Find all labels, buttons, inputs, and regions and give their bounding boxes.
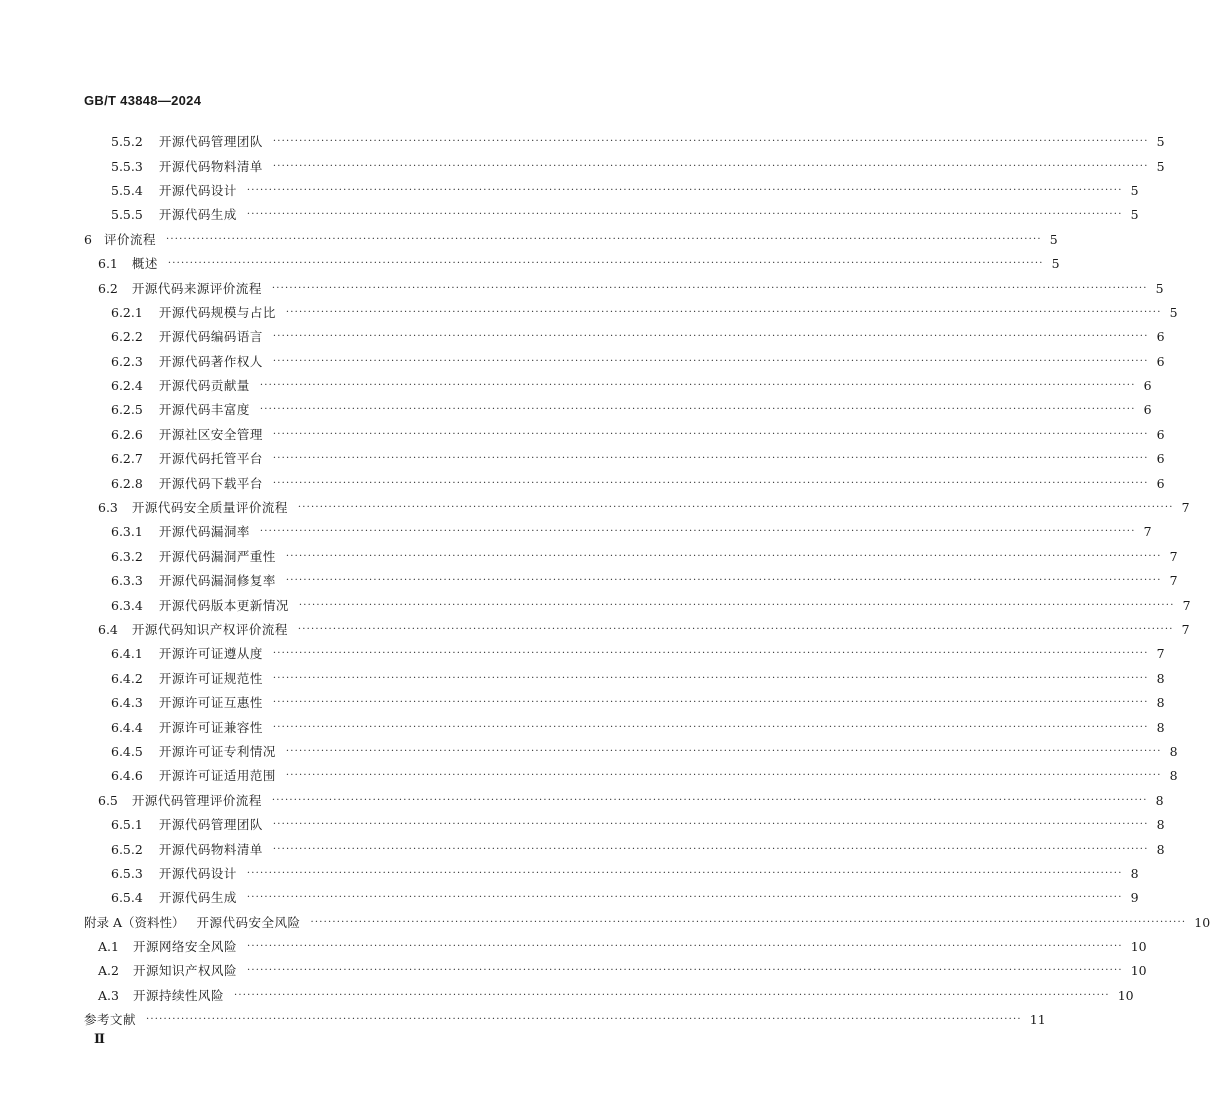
dot-leader: ········································································································································································································ [272, 697, 1149, 709]
dot-leader: ········································································································································································································ [246, 209, 1123, 221]
toc-entry-title: 开源许可证规范性 [158, 670, 263, 686]
toc-entry[interactable] [0, 935, 1147, 959]
dot-leader: ········································································································································································································ [298, 599, 1175, 611]
dot-leader: ········································································································································································································ [285, 770, 1162, 782]
dot-leader: ········································································································································································································ [272, 721, 1149, 733]
dot-leader: ········································································································································································································ [310, 916, 1187, 928]
dot-leader: ········································································································································································································ [271, 282, 1148, 294]
toc-entry-number: A.1 [98, 939, 119, 955]
toc-entry-number: 6.3.4 [111, 597, 143, 613]
toc-entry-number: 6.2.1 [111, 304, 143, 320]
toc-entry[interactable] [0, 471, 1165, 495]
dot-leader: ········································································································································································································ [285, 306, 1162, 318]
toc-entry[interactable] [0, 130, 1165, 154]
toc-entry-number: 6.2.5 [111, 402, 143, 418]
toc-entry-number: 6.4.1 [111, 646, 143, 662]
toc-entry-page: 10 [1130, 939, 1147, 955]
toc-entry-number: 6.2.8 [111, 475, 143, 491]
toc-entry-number: 6.4.6 [111, 768, 143, 784]
toc-entry-number: 5.5.3 [111, 158, 143, 174]
toc-entry-page: 6 [1143, 378, 1152, 394]
toc-entry-page: 8 [1156, 695, 1165, 711]
toc-entry[interactable] [0, 398, 1152, 422]
toc-entry-page: 7 [1182, 597, 1191, 613]
toc-entry-number: 6.2.6 [111, 426, 143, 442]
toc-entry[interactable] [0, 740, 1178, 764]
toc-entry-page: 6 [1156, 353, 1165, 369]
toc-entry-title: 开源许可证兼容性 [158, 719, 263, 735]
dot-leader: ········································································································································································································ [271, 794, 1148, 806]
toc-entry-number: 6.4.4 [111, 719, 143, 735]
toc-entry[interactable] [0, 691, 1165, 715]
toc-entry-title: 开源许可证专利情况 [158, 743, 276, 759]
page-number-footer: Ⅱ [94, 1032, 105, 1047]
toc-entry-number: 6.5.4 [111, 890, 143, 906]
toc-entry[interactable] [0, 350, 1165, 374]
toc-entry-number: 6.3.2 [111, 548, 143, 564]
dot-leader: ········································································································································································································ [259, 380, 1136, 392]
toc-entry-title: 评价流程 [103, 231, 156, 247]
dot-leader: ········································································································································································································ [272, 136, 1149, 148]
toc-entry-title: 开源代码管理团队 [158, 817, 263, 833]
toc-entry-number: 6.3 [98, 500, 118, 516]
toc-entry-number: A.3 [98, 987, 119, 1003]
toc-entry-page: 6 [1156, 475, 1165, 491]
toc-entry-page: 6 [1156, 451, 1165, 467]
toc-entry-title: 概述 [131, 256, 158, 272]
toc-entry[interactable] [0, 179, 1139, 203]
toc-entry-number: 6.4.2 [111, 670, 143, 686]
toc-entry-number: 6.4.3 [111, 695, 143, 711]
toc-entry[interactable] [0, 301, 1178, 325]
toc-entry-number: 6.3.1 [111, 524, 143, 540]
toc-entry[interactable] [0, 837, 1165, 861]
toc-entry[interactable] [0, 252, 1060, 276]
toc-entry-number: 6.5 [98, 792, 118, 808]
toc-entry-title: 开源代码来源评价流程 [131, 280, 262, 296]
toc-entry-number: 5.5.4 [111, 182, 143, 198]
toc-entry-title: 开源代码丰富度 [158, 402, 250, 418]
dot-leader: ········································································································································································································ [246, 867, 1123, 879]
toc-entry[interactable] [0, 959, 1147, 983]
toc-entry[interactable] [0, 593, 1191, 617]
toc-entry-title: 开源代码管理团队 [158, 134, 263, 150]
standard-code-header: GB/T 43848—2024 [84, 93, 202, 108]
toc-entry-number: 附录 A（资料性） [84, 914, 185, 930]
toc-entry-title: 开源代码物料清单 [158, 158, 263, 174]
toc-entry-number: 6.1 [98, 256, 118, 272]
toc-entry-title: 开源代码安全风险 [196, 914, 301, 930]
toc-entry[interactable] [0, 667, 1165, 691]
toc-entry-page: 5 [1169, 304, 1178, 320]
toc-entry[interactable] [0, 447, 1165, 471]
toc-entry-number: 6.4.5 [111, 743, 143, 759]
toc-entry-page: 10 [1194, 914, 1210, 930]
dot-leader: ········································································································································································································ [259, 526, 1136, 538]
dot-leader: ········································································································································································································ [233, 989, 1110, 1001]
dot-leader: ········································································································································································································ [285, 745, 1162, 757]
toc-entry[interactable] [0, 642, 1165, 666]
toc-entry-title: 开源网络安全风险 [132, 939, 237, 955]
toc-entry-page: 7 [1181, 500, 1190, 516]
toc-entry-title: 开源持续性风险 [132, 987, 224, 1003]
dot-leader: ········································································································································································································ [272, 843, 1149, 855]
toc-entry-page: 5 [1155, 280, 1164, 296]
toc-entry-title: 开源许可证互惠性 [158, 695, 263, 711]
toc-entry-title: 开源代码版本更新情况 [158, 597, 289, 613]
toc-entry-number: 6.4 [98, 622, 118, 637]
toc-entry-page: 8 [1169, 743, 1178, 759]
toc-entry[interactable] [0, 911, 1210, 935]
dot-leader: ········································································································································································································ [259, 404, 1136, 416]
toc-entry-title: 开源代码设计 [158, 865, 237, 881]
toc-entry[interactable] [0, 496, 1190, 520]
toc-entry-page: 8 [1169, 768, 1178, 784]
toc-entry-title: 开源代码著作权人 [158, 353, 263, 369]
toc-entry-title: 开源代码漏洞修复率 [158, 573, 276, 589]
toc-entry-title: 开源代码安全质量评价流程 [131, 500, 288, 516]
toc-entry-page: 11 [1029, 1012, 1046, 1028]
dot-leader: ········································································································································································································ [285, 550, 1162, 562]
dot-leader: ········································································································································································································ [165, 233, 1042, 245]
toc-entry-title: 开源代码规模与占比 [158, 304, 276, 320]
toc-entry-page: 8 [1156, 817, 1165, 833]
toc-entry-page: 7 [1169, 573, 1178, 589]
dot-leader: ········································································································································································································ [246, 965, 1123, 977]
toc-entry-page: 5 [1049, 231, 1058, 247]
toc-entry-page: 6 [1156, 329, 1165, 345]
toc-entry-title: 开源许可证遵从度 [158, 646, 263, 662]
dot-leader: ········································································································································································································ [272, 819, 1149, 831]
toc-entry-title: 开源代码下载平台 [158, 475, 263, 491]
toc-entry-number: 6.5.2 [111, 841, 143, 857]
toc-entry[interactable] [0, 374, 1152, 398]
toc-entry-page: 6 [1143, 402, 1152, 418]
toc-entry-title: 开源代码物料清单 [158, 841, 263, 857]
dot-leader: ········································································································································································································ [272, 453, 1149, 465]
toc-entry-page: 10 [1130, 963, 1147, 979]
toc-entry-title: 开源代码知识产权评价流程 [131, 622, 288, 637]
toc-entry-number: 6.3.3 [111, 573, 143, 589]
toc-entry-page: 5 [1051, 256, 1060, 272]
dot-leader: ········································································································································································································ [246, 184, 1123, 196]
toc-entry[interactable] [0, 154, 1165, 178]
toc-entry-page: 5 [1156, 134, 1165, 150]
toc-entry-title: 开源代码漏洞严重性 [158, 548, 276, 564]
toc-entry-page: 8 [1155, 792, 1164, 808]
toc-entry[interactable] [0, 423, 1165, 447]
toc-entry-number: 6.2 [98, 280, 118, 296]
toc-entry-title: 开源代码生成 [158, 207, 237, 223]
toc-entry-title: 开源代码设计 [158, 182, 237, 198]
toc-entry[interactable] [0, 618, 1190, 642]
toc-entry[interactable] [0, 228, 1058, 252]
dot-leader: ········································································································································································································ [272, 160, 1149, 172]
toc-entry[interactable] [0, 886, 1139, 910]
toc-entry-number: 6.5.3 [111, 865, 143, 881]
toc-entry-number: 6.2.7 [111, 451, 143, 467]
toc-entry-number: 6.2.4 [111, 378, 143, 394]
toc-entry-title: 参考文献 [84, 1012, 137, 1028]
dot-leader: ········································································································································································································ [246, 892, 1123, 904]
toc-entry-number: 6.2.3 [111, 353, 143, 369]
toc-entry-page: 5 [1156, 158, 1165, 174]
toc-entry-title: 开源社区安全管理 [158, 426, 263, 442]
toc-entry-page: 8 [1156, 719, 1165, 735]
toc-entry-title: 开源代码管理评价流程 [131, 792, 262, 808]
table-of-contents [0, 130, 1210, 1032]
toc-entry-title: 开源代码托管平台 [158, 451, 263, 467]
toc-entry-title: 开源许可证适用范围 [158, 768, 276, 784]
toc-entry[interactable] [0, 789, 1164, 813]
toc-entry-page: 7 [1181, 622, 1190, 637]
toc-entry-page: 7 [1156, 646, 1165, 662]
toc-entry[interactable] [0, 276, 1164, 300]
toc-entry-page: 5 [1130, 182, 1139, 198]
dot-leader: ········································································································································································································ [272, 355, 1149, 367]
toc-entry-number: 6.2.2 [111, 329, 143, 345]
toc-entry-title: 开源代码漏洞率 [158, 524, 250, 540]
toc-entry-title: 开源知识产权风险 [132, 963, 237, 979]
dot-leader: ········································································································································································································ [272, 477, 1149, 489]
dot-leader: ········································································································································································································ [272, 672, 1149, 684]
toc-entry-page: 8 [1130, 865, 1139, 881]
dot-leader: ········································································································································································································ [146, 1014, 1022, 1026]
dot-leader: ········································································································································································································ [167, 258, 1044, 270]
toc-entry-page: 10 [1117, 987, 1134, 1003]
toc-entry-title: 开源代码生成 [158, 890, 237, 906]
toc-entry-page: 9 [1130, 890, 1139, 906]
toc-entry-number: 5.5.5 [111, 207, 143, 223]
dot-leader: ········································································································································································································ [297, 624, 1174, 635]
toc-entry-page: 6 [1156, 426, 1165, 442]
dot-leader: ········································································································································································································ [272, 331, 1149, 343]
toc-entry-title: 开源代码编码语言 [158, 329, 263, 345]
toc-entry[interactable] [0, 1008, 1046, 1032]
toc-entry[interactable] [0, 545, 1178, 569]
toc-entry[interactable] [0, 862, 1139, 886]
dot-leader: ········································································································································································································ [246, 941, 1123, 953]
toc-entry[interactable] [0, 813, 1165, 837]
toc-entry-number: 6 [84, 231, 92, 247]
toc-entry-number: 5.5.2 [111, 134, 143, 150]
dot-leader: ········································································································································································································ [272, 428, 1149, 440]
dot-leader: ········································································································································································································ [297, 502, 1174, 514]
toc-entry[interactable] [0, 520, 1152, 544]
dot-leader: ········································································································································································································ [272, 648, 1149, 660]
dot-leader: ········································································································································································································ [285, 575, 1162, 587]
toc-entry[interactable] [0, 203, 1139, 227]
toc-entry-page: 8 [1156, 670, 1165, 686]
toc-entry-number: A.2 [98, 963, 119, 979]
toc-entry-page: 7 [1143, 524, 1152, 540]
toc-entry-page: 5 [1130, 207, 1139, 223]
toc-entry-number: 6.5.1 [111, 817, 143, 833]
toc-entry[interactable] [0, 325, 1165, 349]
toc-entry-title: 开源代码贡献量 [158, 378, 250, 394]
toc-entry-page: 7 [1169, 548, 1178, 564]
toc-entry[interactable] [0, 715, 1165, 739]
toc-entry-page: 8 [1156, 841, 1165, 857]
toc-entry[interactable] [0, 764, 1178, 788]
toc-entry[interactable] [0, 984, 1134, 1008]
toc-entry[interactable] [0, 569, 1178, 593]
